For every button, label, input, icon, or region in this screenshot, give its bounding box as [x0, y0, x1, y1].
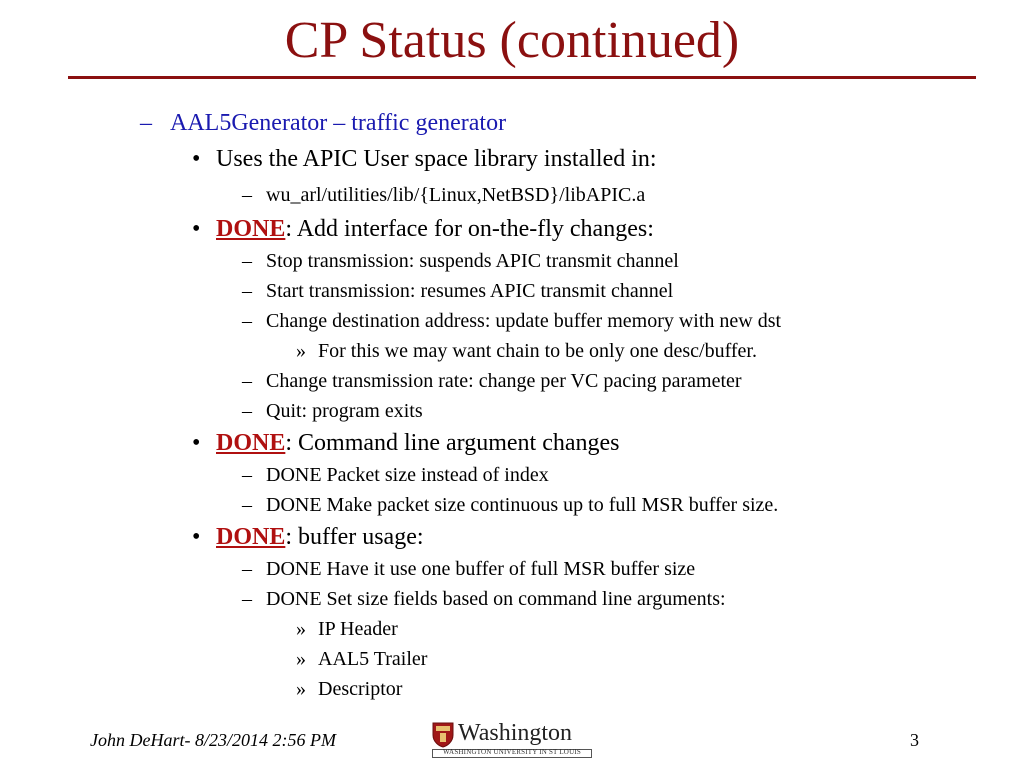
dash-marker: –	[242, 464, 252, 486]
done-label: DONE	[216, 216, 286, 242]
dash-marker: –	[140, 110, 152, 136]
chevron-marker: »	[296, 678, 306, 700]
bullet-text: Change destination address: update buffer memory with new dst	[266, 310, 782, 332]
bullet-text: DONE Packet size instead of index	[266, 464, 549, 486]
logo-name: Washington	[458, 720, 573, 746]
shield-icon	[432, 722, 454, 748]
bullet-text: Quit: program exits	[266, 400, 423, 422]
bullet-text: Descriptor	[318, 678, 403, 700]
dash-marker: –	[242, 400, 252, 422]
dash-marker: –	[242, 310, 252, 332]
logo-subtitle: WASHINGTON UNIVERSITY IN ST LOUIS	[443, 748, 581, 756]
bullet-text: AAL5 Trailer	[318, 648, 428, 670]
dash-marker: –	[242, 558, 252, 580]
bullet-text: Change transmission rate: change per VC pacing parameter	[266, 370, 742, 392]
bullet-text: : buffer usage:	[285, 524, 424, 550]
bullet-text: Stop transmission: suspends APIC transmit channel	[266, 250, 679, 272]
dash-marker: –	[242, 588, 252, 610]
dash-marker: –	[242, 280, 252, 302]
bullet-text: Start transmission: resumes APIC transmit channel	[266, 280, 674, 302]
done-label: DONE	[216, 524, 286, 550]
bullet-text: : Add interface for on-the-fly changes:	[285, 216, 654, 242]
slide-title: CP Status (continued)	[284, 12, 740, 69]
title-underline	[68, 76, 976, 79]
bullet-marker: •	[192, 524, 201, 550]
bullet-text: wu_arl/utilities/lib/{Linux,NetBSD}/libAPIC.a	[266, 184, 646, 206]
bullet-text: AAL5Generator – traffic generator	[170, 110, 507, 136]
page-number: 3	[910, 730, 919, 750]
dash-marker: –	[242, 184, 252, 206]
university-logo	[432, 722, 592, 762]
chevron-marker: »	[296, 340, 306, 362]
chevron-marker: »	[296, 648, 306, 670]
bullet-marker: •	[192, 430, 201, 456]
dash-marker: –	[242, 250, 252, 272]
chevron-marker: »	[296, 618, 306, 640]
done-label: DONE	[216, 430, 286, 456]
bullet-text: : Command line argument changes	[285, 430, 620, 456]
bullet-text: For this we may want chain to be only one desc/buffer.	[318, 340, 757, 362]
bullet-marker: •	[192, 216, 201, 242]
bullet-text: DONE Have it use one buffer of full MSR buffer size	[266, 558, 696, 580]
bullet-marker: •	[192, 146, 201, 172]
bullet-text: IP Header	[318, 618, 398, 640]
bullet-text: DONE Set size fields based on command line arguments:	[266, 588, 726, 610]
dash-marker: –	[242, 370, 252, 392]
bullet-text: DONE Make packet size continuous up to full MSR buffer size.	[266, 494, 779, 516]
footer-author-date: John DeHart- 8/23/2014 2:56 PM	[90, 730, 336, 750]
dash-marker: –	[242, 494, 252, 516]
bullet-text: Uses the APIC User space library installed in:	[216, 146, 657, 172]
